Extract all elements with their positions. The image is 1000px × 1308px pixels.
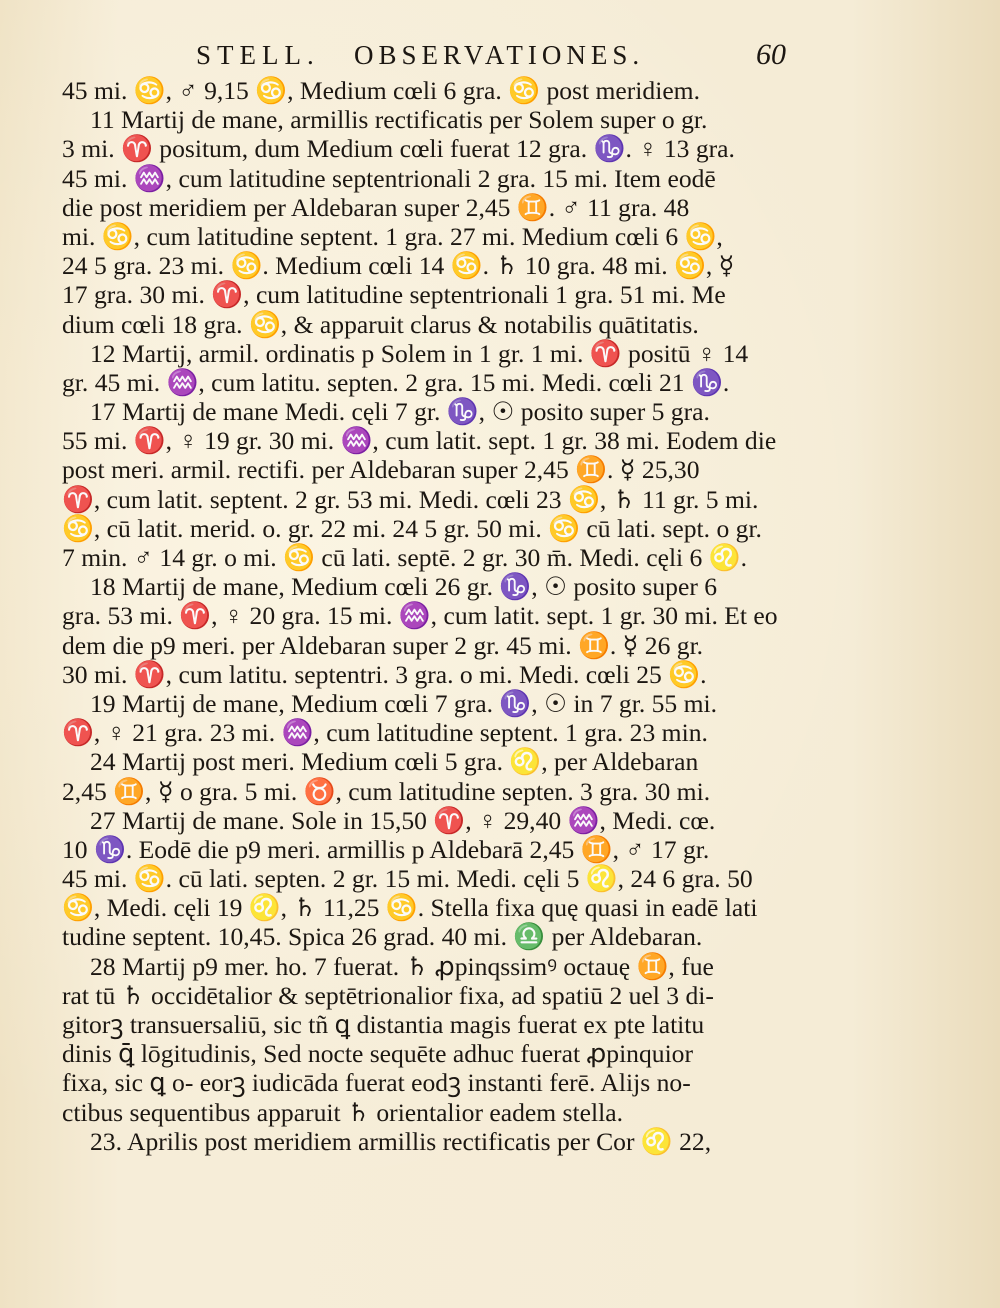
text-line: 3 mi. ♈ positum, dum Medium cœli fuerat 12 gra. ♑. ♀ 13 gra. — [62, 134, 735, 164]
text-line: gr. 45 mi. ♒, cum latitu. septen. 2 gra. 15 mi. Medi. cœli 21 ♑. — [62, 367, 730, 397]
observation-text-block — [62, 76, 782, 1156]
text-line: ♋, cū latit. merid. o. gr. 22 mi. 24 5 gr. 50 mi. ♋ cū lati. sept. o gr. — [62, 513, 762, 543]
text-line: 18 Martij de mane, Medium cœli 26 gr. ♑, ☉ posito super 6 — [90, 572, 718, 602]
text-line: 45 mi. ♋, ♂ 9,15 ♋, Medium cœli 6 gra. ♋ post meridiem. — [62, 76, 700, 105]
text-line: 45 mi. ♋. cū lati. septen. 2 gr. 15 mi. Medi. cęli 5 ♌, 24 6 gra. 50 — [62, 864, 753, 894]
text-line: ctibus sequentibus apparuit ♄ orientalior eadem stella. — [62, 1097, 623, 1127]
text-line: die post meridiem per Aldebaran super 2,45 ♊. ♂ 11 gra. 48 — [62, 192, 690, 222]
text-line: ♈, cum latit. septent. 2 gr. 53 mi. Medi. cœli 23 ♋, ♄ 11 gr. 5 mi. — [62, 484, 759, 514]
text-line: 19 Martij de mane, Medium cœli 7 gra. ♑, ☉ in 7 gr. 55 mi. — [90, 688, 718, 718]
text-line: tudine septent. 10,45. Spica 26 grad. 40 mi. ♎ per Aldebaran. — [62, 922, 703, 952]
text-line: 7 min. ♂ 14 gr. o mi. ♋ cū lati. septē. 2 gr. 30 m̄. Medi. cęli 6 ♌. — [62, 543, 748, 572]
text-line: 24 5 gra. 23 mi. ♋. Medium cœli 14 ♋. ♄ 10 gra. 48 mi. ♋, ☿ — [62, 251, 735, 281]
text-line: fixa, sic ꝗ o- eorꝫ iudicāda fuerat eodꝫ instanti ferē. Alijs no- — [62, 1068, 691, 1098]
header-center-title: OBSERVATIONES. — [354, 40, 645, 70]
text-line: rat tū ♄ occidētalior & septētrionalior fixa, ad spatiū 2 uel 3 di- — [62, 980, 714, 1010]
text-line: 30 mi. ♈, cum latitu. septentri. 3 gra. o mi. Medi. cœli 25 ♋. — [62, 659, 707, 689]
text-line: ♈, ♀ 21 gra. 23 mi. ♒, cum latitudine septent. 1 gra. 23 min. — [62, 718, 708, 748]
text-line: 24 Martij post meri. Medium cœli 5 gra. ♌, per Aldebaran — [90, 747, 699, 777]
text-line: 11 Martij de mane, armillis rectificatis per Solem super o gr. — [90, 105, 708, 135]
text-line: 28 Martij p9 mer. ho. 7 fuerat. ♄ ꝓpinqssimꝰ octauę ♊, fue — [90, 951, 714, 981]
text-line: dinis ꝗ̄ lōgitudinis, Sed nocte sequēte adhuc fuerat ꝓpinquior — [62, 1039, 693, 1069]
text-line: 10 ♑. Eodē die p9 meri. armillis p Aldebarā 2,45 ♊, ♂ 17 gr. — [62, 834, 710, 864]
text-line: 2,45 ♊, ☿ o gra. 5 mi. ♉, cum latitudine septen. 3 gra. 30 mi. — [62, 776, 711, 806]
text-line: dem die p9 meri. per Aldebaran super 2 gr. 45 mi. ♊. ☿ 26 gr. — [62, 630, 704, 660]
running-header — [196, 40, 786, 80]
text-line: dium cœli 18 gra. ♋, & apparuit clarus & notabilis quātitatis. — [62, 309, 699, 339]
text-line: mi. ♋, cum latitudine septent. 1 gra. 27 mi. Medium cœli 6 ♋, — [62, 221, 723, 251]
text-line: ♋, Medi. cęli 19 ♌, ♄ 11,25 ♋. Stella fixa quę quasi in eadē lati — [62, 893, 758, 923]
text-line: 17 gra. 30 mi. ♈, cum latitudine septentrionali 1 gra. 51 mi. Me — [62, 280, 726, 310]
text-line: 27 Martij de mane. Sole in 15,50 ♈, ♀ 29,40 ♒, Medi. cœ. — [90, 805, 716, 835]
text-line: 23. Aprilis post meridiem armillis rectificatis per Cor ♌ 22, — [90, 1126, 712, 1156]
text-line: 45 mi. ♒, cum latitudine septentrionali 2 gra. 15 mi. Item eodē — [62, 163, 716, 193]
text-line: gra. 53 mi. ♈, ♀ 20 gra. 15 mi. ♒, cum latit. sept. 1 gr. 30 mi. Et eo — [62, 601, 778, 631]
text-line: post meri. armil. rectifi. per Aldebaran super 2,45 ♊. ☿ 25,30 — [62, 455, 700, 485]
page-number: 60 — [756, 38, 786, 71]
header-left-title: STELL. — [196, 40, 320, 70]
text-line: 12 Martij, armil. ordinatis p Solem in 1 gr. 1 mi. ♈ positū ♀ 14 — [90, 338, 749, 368]
text-line: 17 Martij de mane Medi. cęli 7 gr. ♑, ☉ posito super 5 gra. — [90, 397, 710, 427]
text-line: 55 mi. ♈, ♀ 19 gr. 30 mi. ♒, cum latit. sept. 1 gr. 38 mi. Eodem die — [62, 426, 777, 456]
text-line: gitorꝫ transuersaliū, sic tñ ꝗ distantia magis fuerat ex pte latitu — [62, 1010, 705, 1039]
